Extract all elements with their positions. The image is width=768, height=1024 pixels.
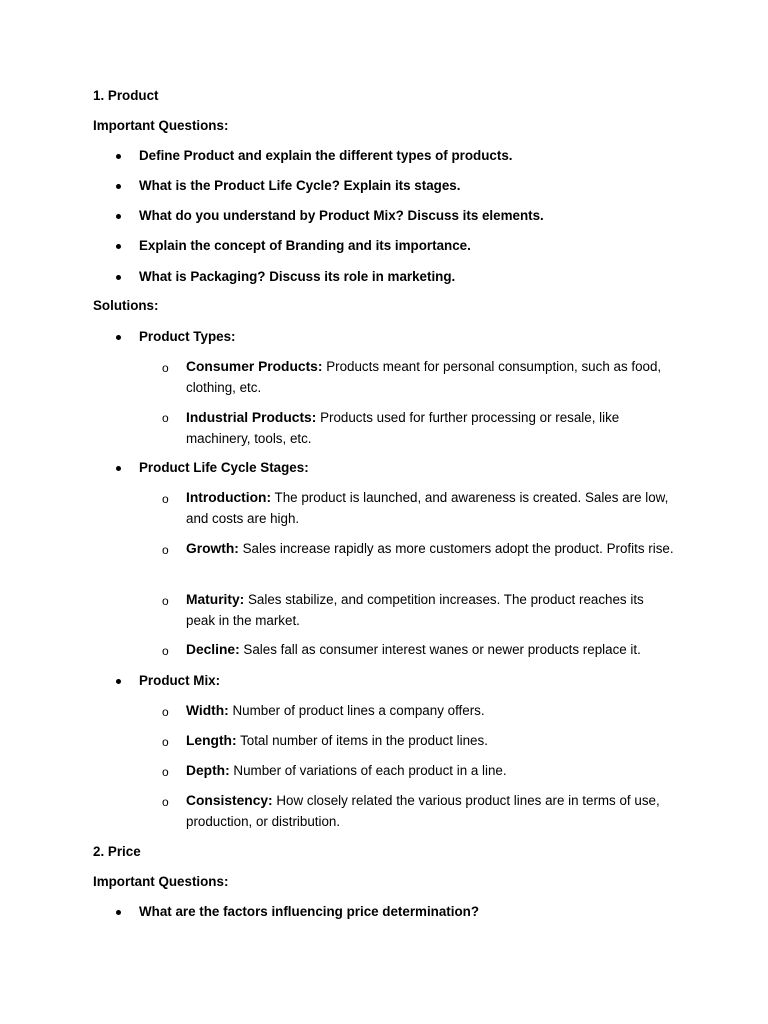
sub-item xyxy=(186,357,676,398)
bullet-icon xyxy=(116,679,121,684)
sub-item xyxy=(186,488,676,529)
questions-label: Important Questions: xyxy=(93,874,229,889)
sub-bullet-icon: o xyxy=(162,543,169,557)
question-item: What is the Product Life Cycle? Explain its stages. xyxy=(139,178,461,193)
sub-bullet-icon: o xyxy=(162,361,169,375)
question-item: Explain the concept of Branding and its importance. xyxy=(139,238,471,253)
sub-item xyxy=(186,761,676,782)
sub-item xyxy=(186,701,676,722)
solutions-label: Solutions: xyxy=(93,298,159,313)
sub-item-desc: Total number of items in the product lines. xyxy=(240,733,488,748)
questions-label: Important Questions: xyxy=(93,118,229,133)
sub-bullet-icon: o xyxy=(162,765,169,779)
sub-item-desc: Number of product lines a company offers. xyxy=(232,703,485,718)
sub-bullet-icon: o xyxy=(162,795,169,809)
sub-item xyxy=(186,791,661,832)
sub-item-desc: Products used for further processing or resale, like machinery, tools, etc. xyxy=(186,410,620,446)
sub-bullet-icon: o xyxy=(162,492,169,506)
bullet-icon xyxy=(116,275,121,280)
sub-item-desc: How closely related the various product lines are in terms of use, production, or distribution. xyxy=(186,793,660,829)
sub-item-term: Industrial Products: xyxy=(186,410,317,425)
solution-title: Product Mix: xyxy=(139,673,221,688)
sub-item xyxy=(186,640,706,661)
question-item: What is Packaging? Discuss its role in marketing. xyxy=(139,269,456,284)
sub-item-term: Consistency: xyxy=(186,793,273,808)
sub-bullet-icon: o xyxy=(162,735,169,749)
section-heading: 1. Product xyxy=(93,88,159,103)
sub-item-term: Consumer Products: xyxy=(186,359,323,374)
sub-item-desc: The product is launched, and awareness is created. Sales are low, and costs are high. xyxy=(186,490,669,526)
sub-item-term: Maturity: xyxy=(186,592,245,607)
bullet-icon xyxy=(116,335,121,340)
bullet-icon xyxy=(116,184,121,189)
sub-item-desc: Sales increase rapidly as more customers adopt the product. Profits rise. xyxy=(242,541,674,556)
sub-bullet-icon: o xyxy=(162,411,169,425)
sub-item-term: Length: xyxy=(186,733,237,748)
sub-item-term: Decline: xyxy=(186,642,240,657)
sub-item-term: Depth: xyxy=(186,763,230,778)
question-item: What do you understand by Product Mix? Discuss its elements. xyxy=(139,208,544,223)
sub-item xyxy=(186,590,676,631)
bullet-icon xyxy=(116,910,121,915)
sub-item-term: Growth: xyxy=(186,541,239,556)
sub-item xyxy=(186,731,676,752)
sub-item xyxy=(186,539,676,560)
sub-item-term: Introduction: xyxy=(186,490,272,505)
bullet-icon xyxy=(116,244,121,249)
sub-item-desc: Products meant for personal consumption, such as food, clothing, etc. xyxy=(186,359,662,395)
sub-item-term: Width: xyxy=(186,703,229,718)
sub-item-desc: Number of variations of each product in a line. xyxy=(233,763,507,778)
sub-item-desc: Sales fall as consumer interest wanes or newer products replace it. xyxy=(243,642,641,657)
bullet-icon xyxy=(116,154,121,159)
sub-item xyxy=(186,408,676,449)
bullet-icon xyxy=(116,466,121,471)
solution-title: Product Types: xyxy=(139,329,236,344)
sub-bullet-icon: o xyxy=(162,705,169,719)
question-item: What are the factors influencing price determination? xyxy=(139,904,480,919)
sub-item-desc: Sales stabilize, and competition increases. The product reaches its peak in the market. xyxy=(186,592,644,628)
solution-title: Product Life Cycle Stages: xyxy=(139,460,309,475)
question-item: Define Product and explain the different types of products. xyxy=(139,148,513,163)
bullet-icon xyxy=(116,214,121,219)
section-heading: 2. Price xyxy=(93,844,141,859)
sub-bullet-icon: o xyxy=(162,644,169,658)
sub-bullet-icon: o xyxy=(162,594,169,608)
